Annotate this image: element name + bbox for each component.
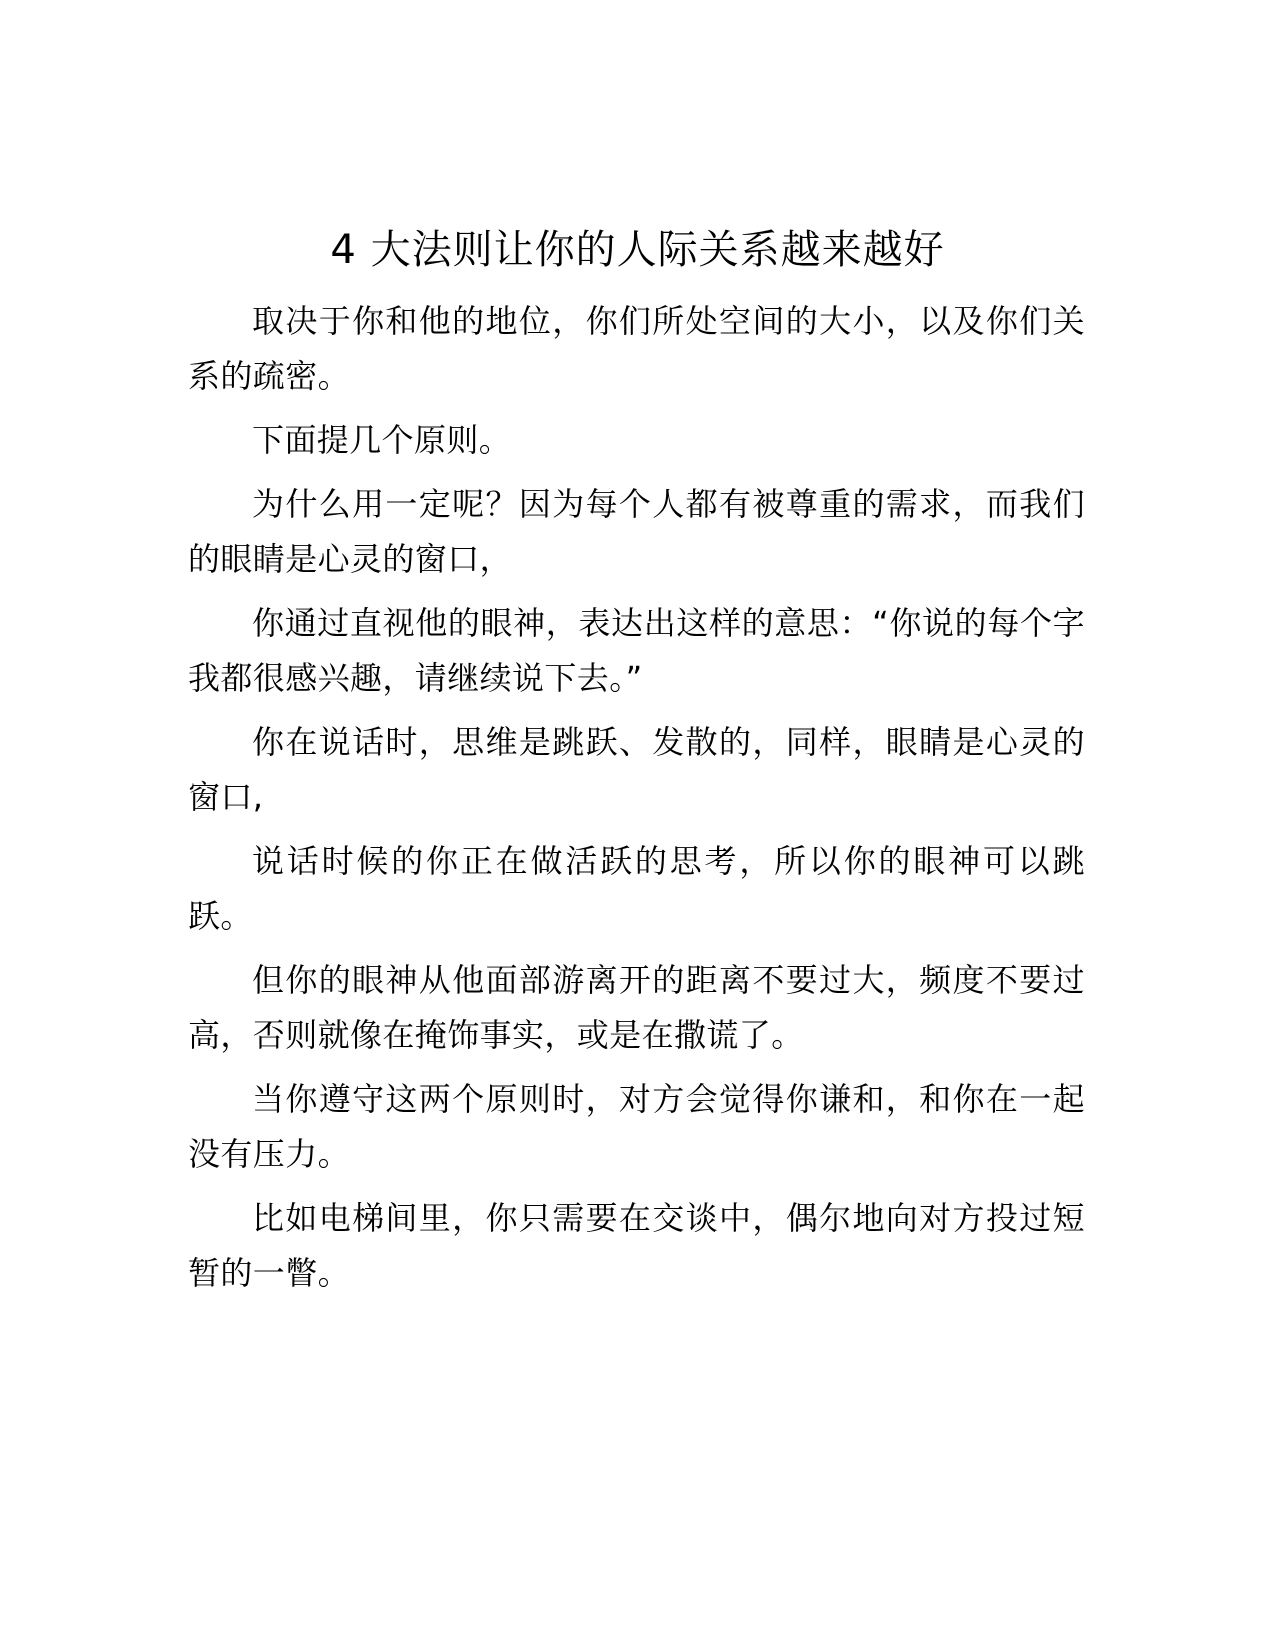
paragraph-2: 下面提几个原则。 (252, 421, 512, 459)
paragraph-7: 但你的眼神从他面部游离开的距离不要过大，频度不要过高，否则就像在掩饰事实，或是在撒谎了。 (188, 961, 1085, 1054)
document-title: 4 大法则让你的人际关系越来越好 (330, 227, 945, 273)
paragraph-3: 为什么用一定呢？因为每个人都有被尊重的需求，而我们的眼睛是心灵的窗口， (188, 485, 1085, 578)
paragraph-9: 比如电梯间里，你只需要在交谈中，偶尔地向对方投过短暂的一瞥。 (188, 1199, 1085, 1292)
paragraph-8: 当你遵守这两个原则时，对方会觉得你谦和，和你在一起没有压力。 (188, 1080, 1085, 1173)
paragraph-4: 你通过直视他的眼神，表达出这样的意思：“你说的每个字我都很感兴趣，请继续说下去。” (188, 604, 1085, 697)
paragraph-1: 取决于你和他的地位，你们所处空间的大小，以及你们关系的疏密。 (188, 302, 1085, 395)
document-body (188, 294, 1085, 1310)
paragraph-6: 说话时候的你正在做活跃的思考，所以你的眼神可以跳跃。 (188, 842, 1085, 935)
paragraph-5: 你在说话时，思维是跳跃、发散的，同样，眼睛是心灵的窗口, (188, 723, 1085, 816)
